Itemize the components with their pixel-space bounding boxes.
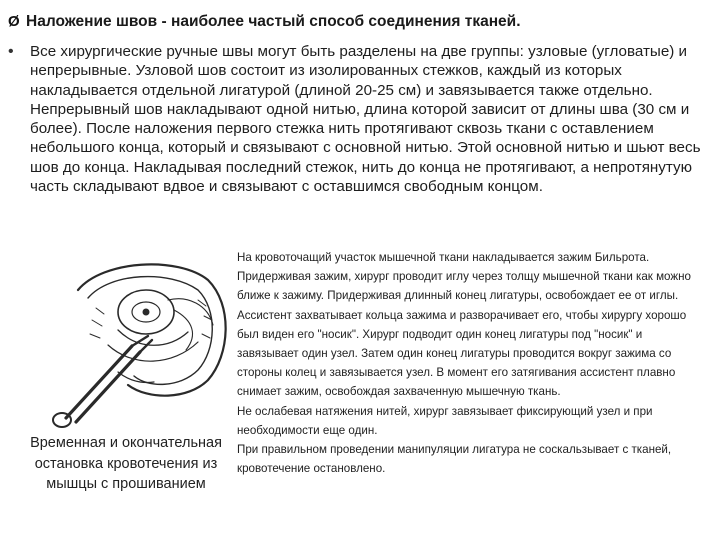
procedure-paragraph-2: Не ослабевая натяжения нитей, хирург завязывает фиксирующий узел и при необходимости еще один. bbox=[237, 404, 653, 437]
surgical-ligature-illustration bbox=[48, 250, 238, 430]
figure-caption: Временная и окончательная остановка кровотечения из мышцы с прошиванием bbox=[30, 435, 222, 492]
procedure-paragraph-1: На кровоточащий участок мышечной ткани накладывается зажим Бильрота. Придерживая зажим, хирург проводит иглу через толщу мышечной ткани как можно ближе к зажиму. Придерживая длинный конец лигатуры, освобождает ее от иглы. Ассистент захватывает кольца зажима и разворачивает его, чтобы хирургу хорошо был виден его "носик". Хирург подводит один конец лигатуры под "носик" и завязывает один узел. Затем один конец лигатуры проводится вокруг зажима со стороны колец и завязывается узел. В момент его затягивания ассистент плавно снимает зажим, освобождая захваченную мышечную ткань. bbox=[237, 251, 691, 399]
bullet-icon: • bbox=[8, 43, 14, 60]
main-paragraph-text: Все хирургические ручные швы могут быть разделены на две группы: узловые (угловатые) и непрерывные. Узловой шов состоит из изолированных стежков, каждый из которых накладывается отдельной лигатурой (длиной 20-25 см) и завязывается также отдельно. Непрерывный шов накладывают одной нитью, длина которой зависит от длины шва (30 см и более). После наложения первого стежка нить протягивают сквозь ткани с оставлением небольшого конца, который и связывают с основной нитью. Этой основной нитью и шьют весь шов до конца. Накладывая последний стежок, нить до конца не протягивают, а непротянутую часть складывают вдвое и связывают с оставшимся свободным концом. bbox=[30, 43, 701, 196]
slide-title: Наложение швов - наиболее частый способ соединения тканей. bbox=[26, 13, 521, 30]
procedure-description bbox=[237, 248, 707, 478]
procedure-paragraph-3: При правильном проведении манипуляции лигатура не соскальзывает с тканей, кровотечение остановлено. bbox=[237, 443, 672, 476]
title-row bbox=[8, 12, 708, 32]
illustration-drawing bbox=[48, 250, 238, 430]
main-paragraph bbox=[8, 42, 704, 196]
arrow-bullet-icon: Ø bbox=[8, 13, 20, 30]
